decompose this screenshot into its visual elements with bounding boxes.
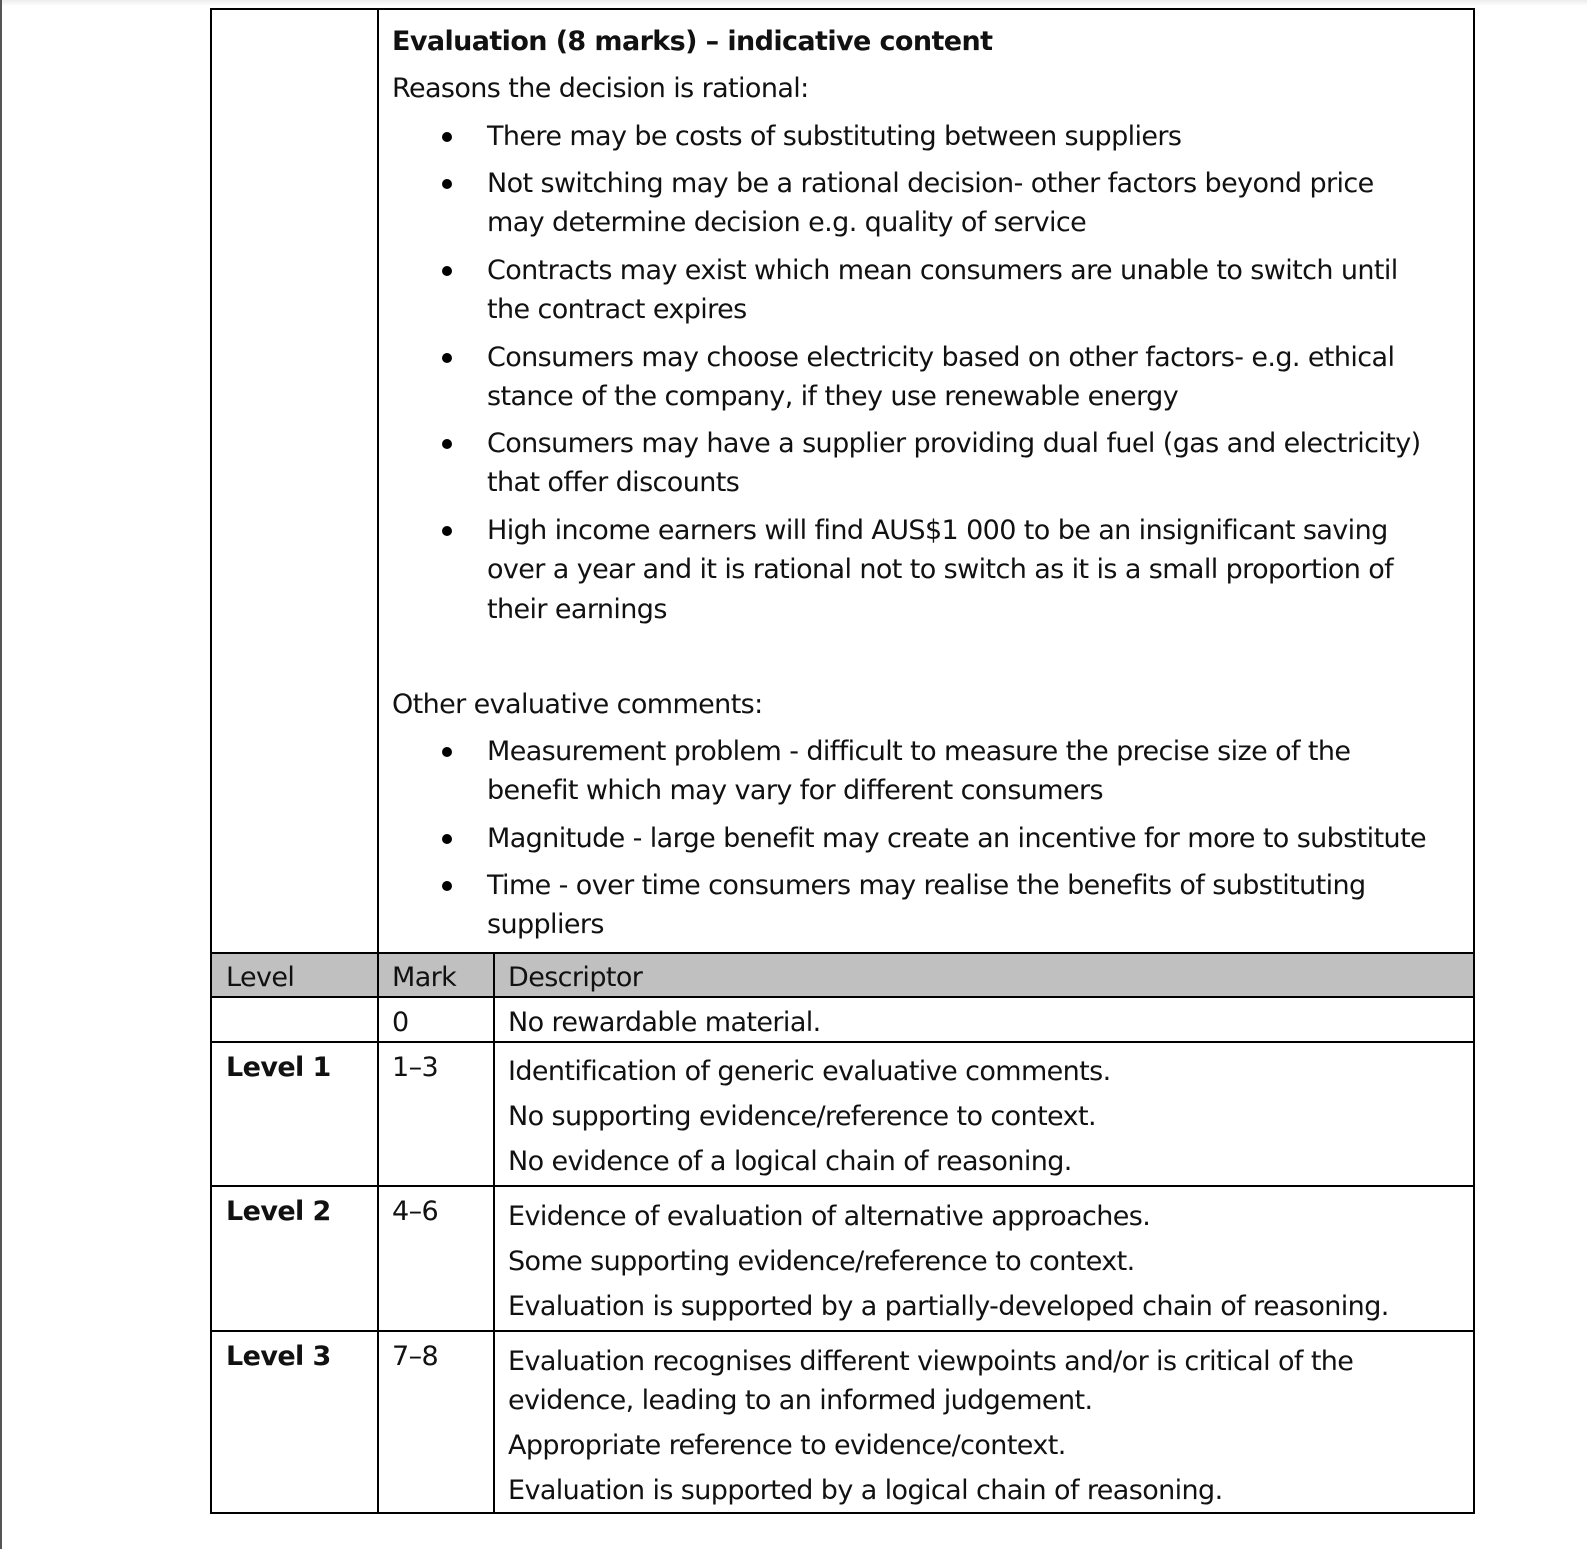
- level-cell: Level 2: [226, 1196, 331, 1227]
- mark-scheme-table: [210, 8, 1475, 1514]
- level-cell: Level 1: [226, 1052, 331, 1083]
- level-cell: Level 3: [226, 1341, 331, 1372]
- descriptor-line: evidence, leading to an informed judgement.: [508, 1385, 1093, 1416]
- row-divider: [212, 1330, 1473, 1332]
- bullet-icon: [442, 266, 452, 276]
- evaluation-content-cell: Evaluation (8 marks) – indicative content Reasons the decision is rational: There may be costs of substituting between suppliers Not switching may be a rational decision- other factors beyond price may determine decision e.g. quality of service Contracts may exist which mean consumers are unable to switch until the contract expires Consumers may choose electricity based on other factors- e.g. ethical stance of the company, if they use renewable energy Consumers may have a supplier providing dual fuel (gas and electricity) that offer discounts High income earners will find AUS$1 000 to be an insignificant saving over a year and it is rational not to switch as it is a small proportion of their earnings Other evaluative comments: Measurement problem - difficult to measure the precise size of the benefit which may vary for different consumers Magnitude - large benefit may create an incentive for more to substitute Time - over time consumers may realise the benefits of substituting suppliers: [392, 22, 1472, 952]
- bullet-icon: [442, 132, 452, 142]
- mark-cell: 4–6: [392, 1196, 439, 1227]
- descriptor-line: No evidence of a logical chain of reasoning.: [508, 1146, 1072, 1177]
- descriptor-line: No rewardable material.: [508, 1007, 821, 1038]
- column-divider: [377, 10, 379, 1512]
- bullet-icon: [442, 881, 452, 891]
- bullet-icon: [442, 353, 452, 363]
- descriptor-line: Some supporting evidence/reference to context.: [508, 1246, 1135, 1277]
- evaluation-heading: Evaluation (8 marks) – indicative content: [392, 26, 993, 57]
- header-mark: Mark: [392, 962, 457, 993]
- descriptor-line: Evaluation is supported by a logical chain of reasoning.: [508, 1475, 1223, 1506]
- bullet-icon: [442, 439, 452, 449]
- descriptor-line: No supporting evidence/reference to context.: [508, 1101, 1096, 1132]
- mark-cell: 1–3: [392, 1052, 439, 1083]
- bullet-icon: [442, 747, 452, 757]
- reasons-intro: Reasons the decision is rational:: [392, 73, 809, 104]
- descriptor-line: Evaluation recognises different viewpoints and/or is critical of the: [508, 1346, 1354, 1377]
- page-top-shadow: [2, 0, 1587, 6]
- row-divider: [212, 1185, 1473, 1187]
- header-level: Level: [226, 962, 295, 993]
- row-divider: [212, 952, 1473, 954]
- descriptor-line: Appropriate reference to evidence/context.: [508, 1430, 1066, 1461]
- mark-cell: 0: [392, 1007, 409, 1038]
- other-comments-intro: Other evaluative comments:: [392, 689, 763, 720]
- bullet-icon: [442, 526, 452, 536]
- page-edge: [0, 0, 2, 1549]
- header-descriptor: Descriptor: [508, 962, 643, 993]
- descriptor-line: Evidence of evaluation of alternative approaches.: [508, 1201, 1151, 1232]
- bullet-icon: [442, 834, 452, 844]
- descriptor-line: Identification of generic evaluative comments.: [508, 1056, 1111, 1087]
- column-divider: [493, 954, 495, 1512]
- descriptor-line: Evaluation is supported by a partially-developed chain of reasoning.: [508, 1291, 1389, 1322]
- mark-cell: 7–8: [392, 1341, 439, 1372]
- bullet-icon: [442, 179, 452, 189]
